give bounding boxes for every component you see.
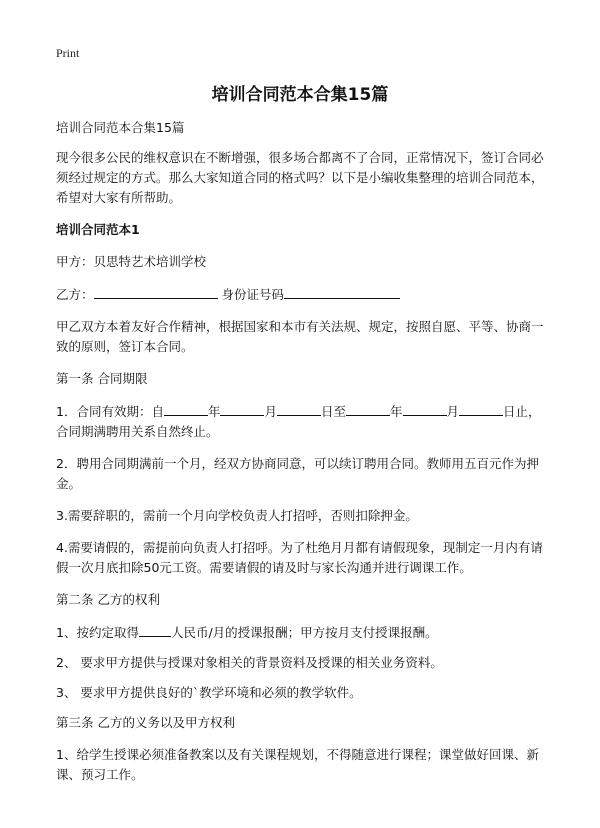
id-number-blank: [284, 284, 400, 299]
article1-clause3: 3.需要辞职的，需前一个月向学校负责人打招呼，否则扣除押金。: [56, 508, 418, 523]
print-link[interactable]: Print: [56, 46, 80, 60]
article1-clause1: [56, 401, 546, 442]
clause1-suffix: 日止，合同期满聘用关系自然终止。: [56, 404, 541, 439]
start-month-blank: [220, 401, 264, 416]
party-a: 甲方：贝思特艺术培训学校: [56, 254, 207, 269]
start-year-label: 年: [207, 404, 221, 419]
article2-item1: [56, 622, 546, 643]
start-day-blank: [277, 401, 321, 416]
party-b-blank: [94, 284, 218, 299]
preamble-paragraph: 甲乙双方本着友好合作精神，根据国家和本市有关法规、规定，按照自愿、平等、协商一致的原则，签订本合同。: [56, 319, 544, 354]
party-b-label: 乙方：: [56, 287, 94, 302]
end-month-label: 月: [446, 404, 460, 419]
end-day-blank: [459, 401, 503, 416]
intro-paragraph: 现今很多公民的维权意识在不断增强，很多场合都离不了合同，正常情况下，签订合同必须经过规定的方式。那么大家知道合同的格式吗？以下是小编收集整理的培训合同范本，希望对大家有所帮助。: [56, 150, 544, 205]
start-year-blank: [164, 401, 208, 416]
article2-title: 第二条 乙方的权利: [56, 592, 160, 607]
end-year-blank: [346, 401, 390, 416]
document-subtitle: 培训合同范本合集15篇: [56, 120, 185, 135]
contract-heading: 培训合同范本1: [56, 222, 140, 237]
article3-title: 第三条 乙方的义务以及甲方权利: [56, 715, 235, 730]
id-label: 身份证号码: [221, 287, 285, 302]
end-year-label: 年: [390, 404, 403, 419]
payment-blank: [139, 622, 171, 637]
article2-item2: 2、 要求甲方提供与授课对象相关的背景资料及授课的相关业务资料。: [56, 655, 443, 670]
document-body: [56, 118, 546, 797]
party-b-line: [56, 284, 546, 305]
article2-item3: 3、 要求甲方提供良好的`教学环境和必须的教学软件。: [56, 685, 362, 700]
clause1-prefix: 1．合同有效期：自: [56, 404, 164, 419]
day-to-label: 日至: [321, 404, 347, 419]
article1-clause4: 4.需要请假的，需提前向负责人打招呼。为了杜绝月月都有请假现象，现制定一月内有请假一次月底扣除50元工资。需要请假的请及时与家长沟通并进行调课工作。: [56, 540, 543, 575]
article1-title: 第一条 合同期限: [56, 371, 148, 386]
start-month-label: 月: [264, 404, 277, 419]
document-title: 培训合同范本合集15篇: [211, 85, 389, 105]
article2-item1-prefix: 1、按约定取得: [56, 625, 139, 640]
article3-item1: 1、给学生授课必须准备教案以及有关课程规划，不得随意进行课程；课堂做好回课、新课、预习工作。: [56, 747, 539, 782]
article1-clause2: 2．聘用合同期满前一个月，经双方协商同意，可以续订聘用合同。教师用五百元作为押金。: [56, 456, 539, 491]
end-month-blank: [403, 401, 447, 416]
article2-item1-suffix: 人民币/月的授课报酬；甲方按月支付授课报酬。: [170, 625, 438, 640]
